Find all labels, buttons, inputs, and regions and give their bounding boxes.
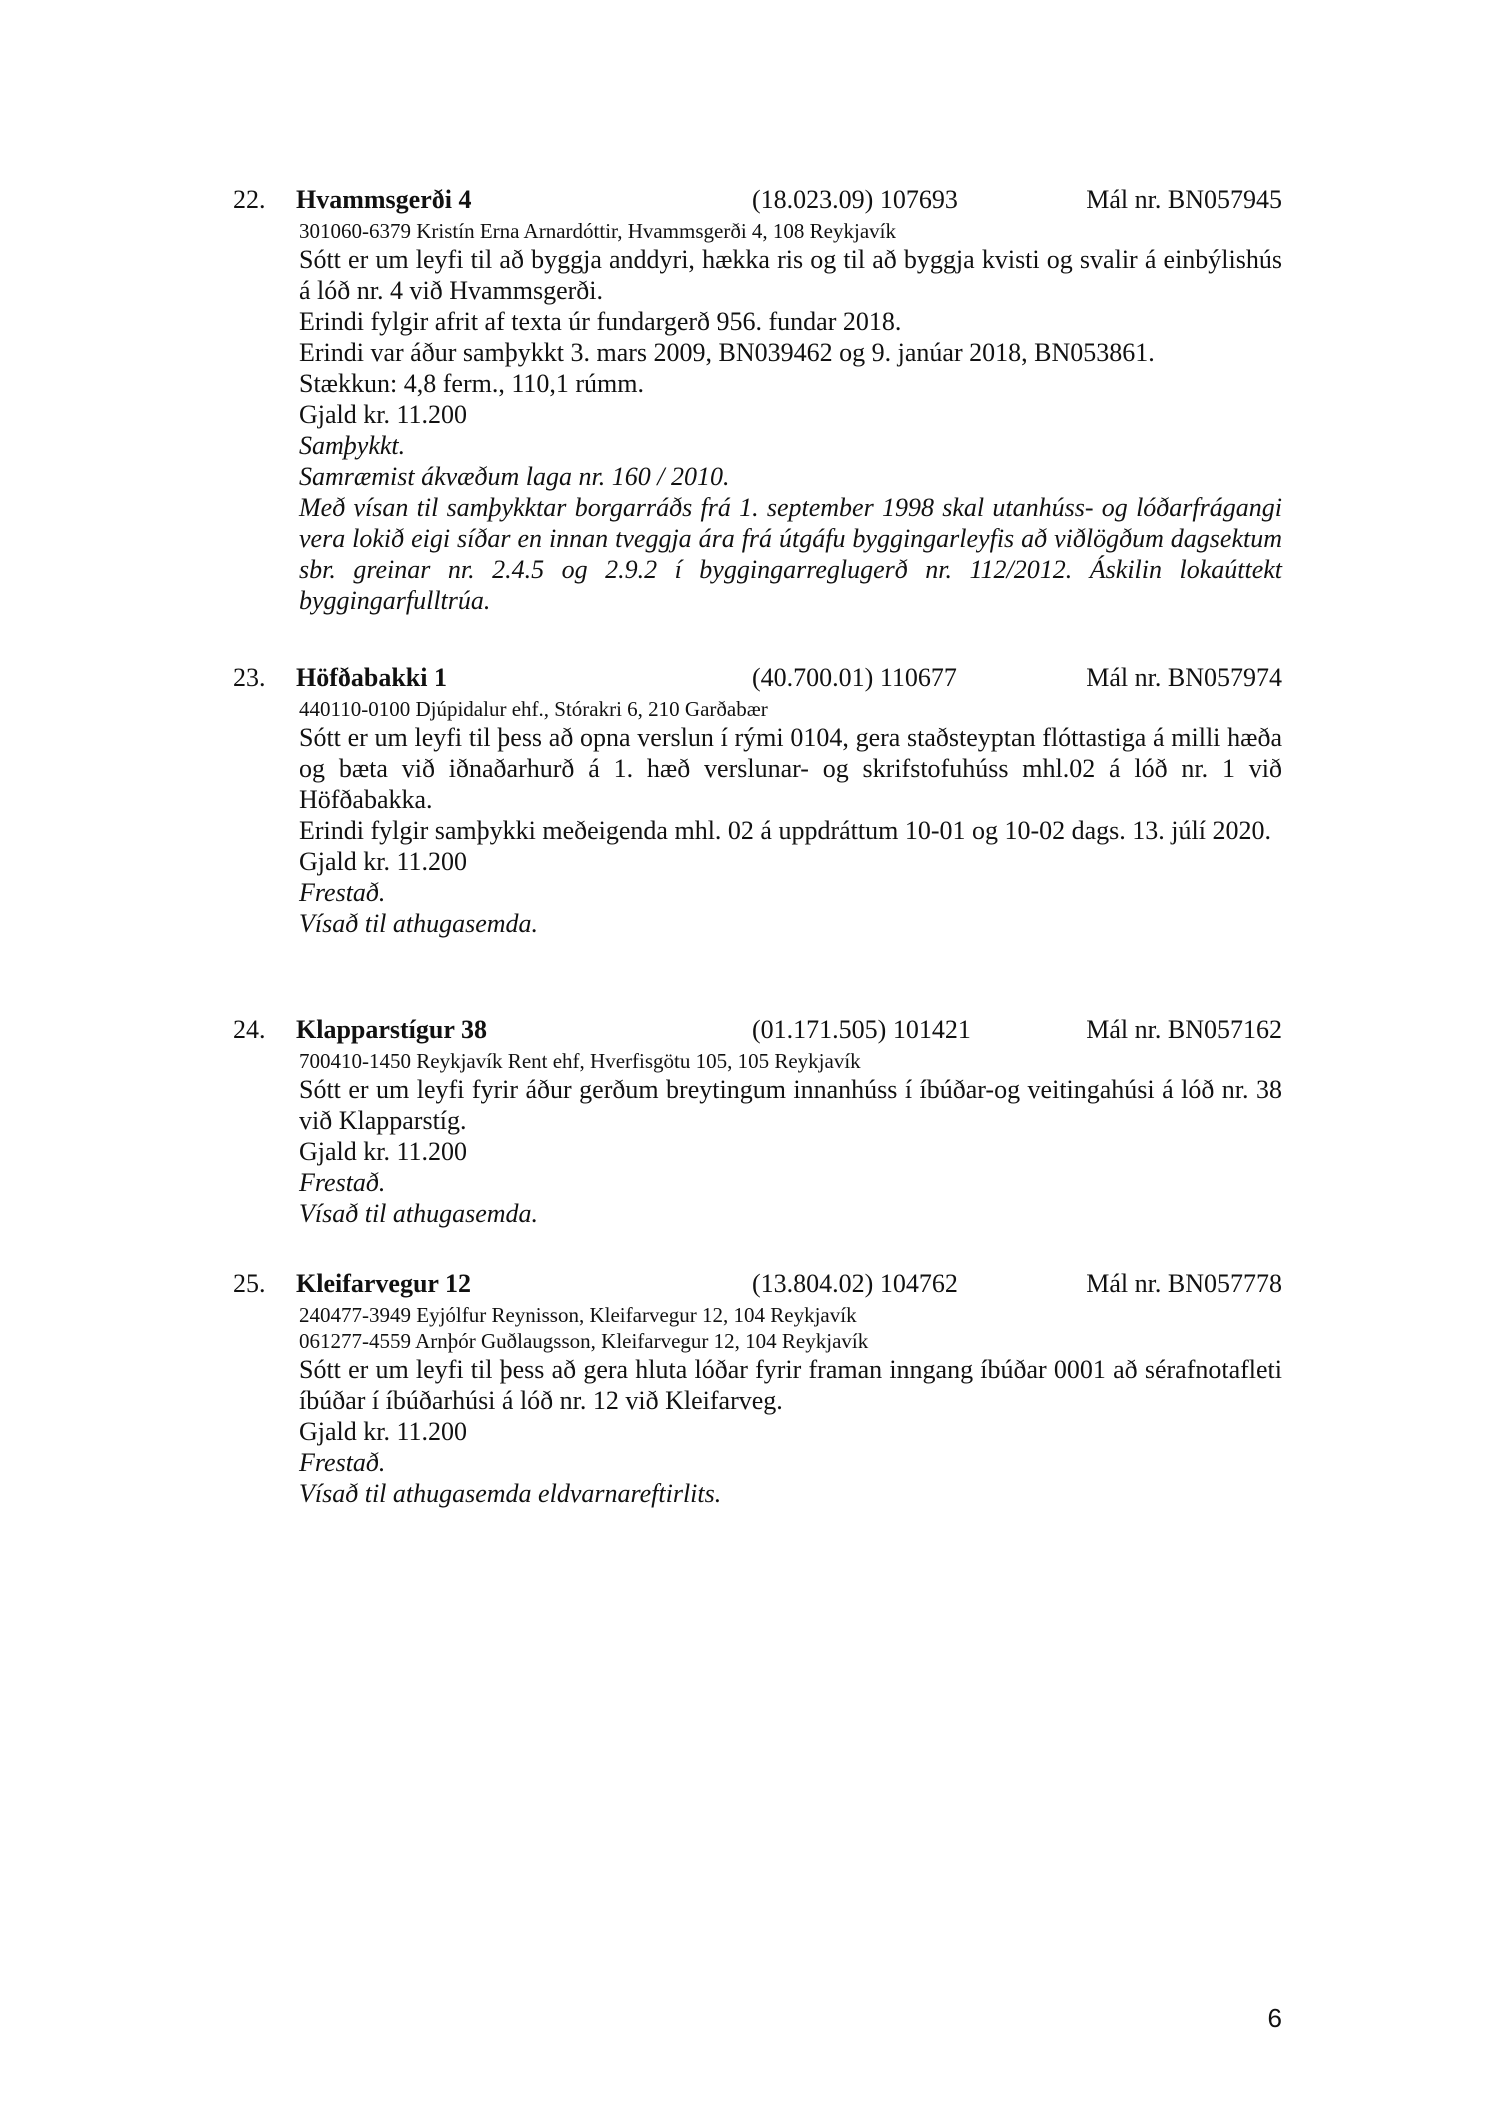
entry-owner: 301060-6379 Kristín Erna Arnardóttir, Hvammsgerði 4, 108 Reykjavík	[299, 219, 896, 243]
entry-decision: Frestað.	[299, 1448, 386, 1477]
entry-body	[299, 1302, 1282, 1509]
entry-reference: (18.023.09) 107693	[752, 185, 958, 214]
entry-case-number: Mál nr. BN057974	[1086, 663, 1282, 692]
entry-case-number: Mál nr. BN057778	[1086, 1269, 1282, 1298]
entry-decision: Samþykkt.	[299, 431, 406, 460]
entry-body	[299, 218, 1282, 616]
entry-fee: Gjald kr. 11.200	[299, 1417, 468, 1446]
entry-line: Erindi fylgir afrit af texta úr fundargerð 956. fundar 2018.	[299, 307, 902, 336]
entry-number: 25.	[233, 1269, 266, 1298]
entry-number: 24.	[233, 1015, 266, 1044]
entry-note: Með vísan til samþykktar borgarráðs frá 1. september 1998 skal utanhúss- og lóðarfrágangi vera lokið eigi síðar en innan tveggja ára frá útgáfu byggingarleyfis að viðlögðum dagsektum sbr. greinar nr. 2.4.5 og 2.9.2 í byggingarreglugerð nr. 112/2012. Áskilin lokaúttekt byggingarfulltrúa.	[299, 493, 1282, 615]
entry-body	[299, 1048, 1282, 1229]
entry-note: Vísað til athugasemda.	[299, 1199, 539, 1228]
entry-reference: (40.700.01) 110677	[752, 663, 957, 692]
entry-owner: 240477-3949 Eyjólfur Reynisson, Kleifarvegur 12, 104 Reykjavík	[299, 1303, 857, 1327]
entry-number: 22.	[233, 185, 266, 214]
entry-decision: Frestað.	[299, 878, 386, 907]
entry-header	[0, 1012, 1500, 1048]
entry-street: Kleifarvegur 12	[296, 1269, 471, 1298]
entry-header	[0, 660, 1500, 696]
entry-note: Samræmist ákvæðum laga nr. 160 / 2010.	[299, 462, 730, 491]
entry-owner: 061277-4559 Arnþór Guðlaugsson, Kleifarvegur 12, 104 Reykjavík	[299, 1329, 869, 1353]
entry-note: Vísað til athugasemda.	[299, 909, 539, 938]
entry-case-number: Mál nr. BN057945	[1086, 185, 1282, 214]
entry-header	[0, 1266, 1500, 1302]
entry-description: Sótt er um leyfi til að byggja anddyri, hækka ris og til að byggja kvisti og svalir á einbýlishús á lóð nr. 4 við Hvammsgerði.	[299, 245, 1282, 305]
entry-description: Sótt er um leyfi til þess að opna verslun í rými 0104, gera staðsteyptan flóttastiga á milli hæða og bæta við iðnaðarhurð á 1. hæð verslunar- og skrifstofuhúss mhl.02 á lóð nr. 1 við Höfðabakka.	[299, 723, 1282, 814]
case-entry-24	[0, 1012, 1500, 1229]
case-entry-25	[0, 1266, 1500, 1509]
entry-reference: (13.804.02) 104762	[752, 1269, 958, 1298]
entry-reference: (01.171.505) 101421	[752, 1015, 971, 1044]
entry-street: Höfðabakki 1	[296, 663, 447, 692]
case-entry-23	[0, 660, 1500, 939]
entry-street: Klapparstígur 38	[296, 1015, 487, 1044]
entry-description: Sótt er um leyfi til þess að gera hluta lóðar fyrir framan inngang íbúðar 0001 að sérafnotafleti íbúðar í íbúðarhúsi á lóð nr. 12 við Kleifarveg.	[299, 1355, 1282, 1415]
entry-line: Erindi fylgir samþykki meðeigenda mhl. 02 á uppdráttum 10-01 og 10-02 dags. 13. júlí 2020.	[299, 816, 1271, 845]
entry-body	[299, 696, 1282, 939]
entry-fee: Gjald kr. 11.200	[299, 400, 468, 429]
entry-owner: 700410-1450 Reykjavík Rent ehf, Hverfisgötu 105, 105 Reykjavík	[299, 1049, 861, 1073]
entry-header	[0, 182, 1500, 218]
entry-case-number: Mál nr. BN057162	[1086, 1015, 1282, 1044]
entry-note: Vísað til athugasemda eldvarnareftirlits.	[299, 1479, 722, 1508]
page-number: 6	[1267, 2003, 1282, 2033]
entry-fee: Gjald kr. 11.200	[299, 847, 468, 876]
entry-number: 23.	[233, 663, 266, 692]
entry-owner: 440110-0100 Djúpidalur ehf., Stórakri 6, 210 Garðabær	[299, 697, 768, 721]
entry-fee: Gjald kr. 11.200	[299, 1137, 468, 1166]
case-entry-22	[0, 182, 1500, 616]
entry-decision: Frestað.	[299, 1168, 386, 1197]
entry-street: Hvammsgerði 4	[296, 185, 472, 214]
entry-line: Erindi var áður samþykkt 3. mars 2009, BN039462 og 9. janúar 2018, BN053861.	[299, 338, 1155, 367]
entry-line: Stækkun: 4,8 ferm., 110,1 rúmm.	[299, 369, 644, 398]
entry-description: Sótt er um leyfi fyrir áður gerðum breytingum innanhúss í íbúðar-og veitingahúsi á lóð nr. 38 við Klapparstíg.	[299, 1075, 1282, 1135]
